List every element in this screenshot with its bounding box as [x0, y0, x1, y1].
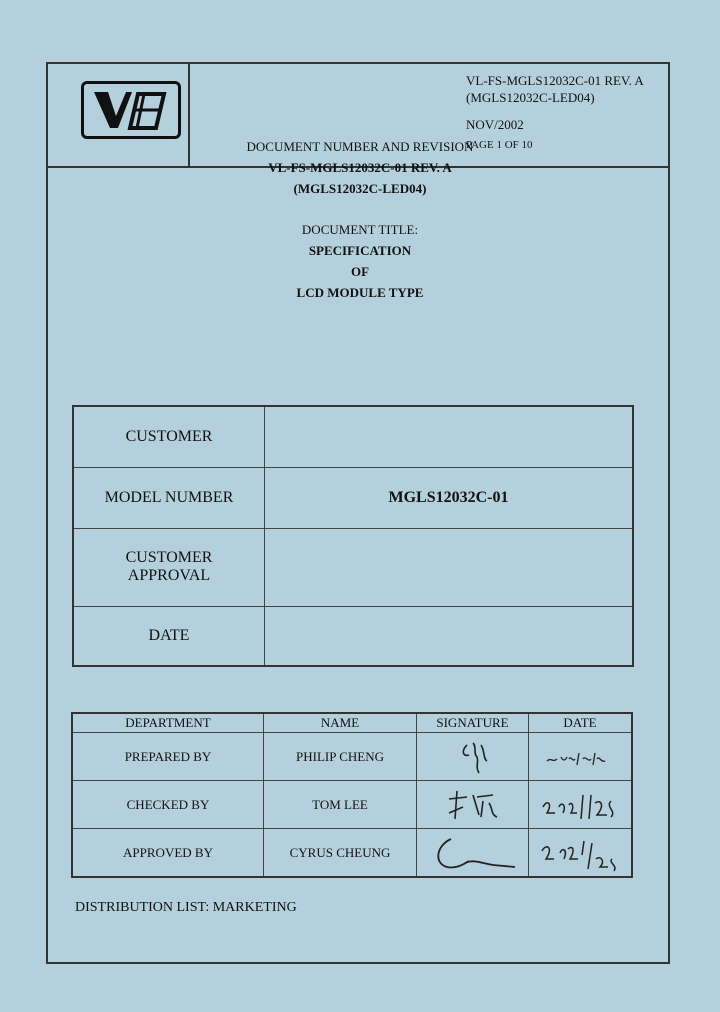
- header-page-number: PAGE 1 OF 10: [466, 139, 533, 151]
- prepared-by-label: PREPARED BY: [72, 733, 264, 781]
- doc-title-heading: DOCUMENT TITLE:: [301, 222, 419, 237]
- doc-title-line2: OF: [350, 264, 370, 279]
- header-date: NOV/2002: [466, 117, 524, 132]
- approved-by-signature-icon: [417, 829, 529, 878]
- date-label: DATE: [73, 606, 265, 666]
- vl-logo-icon: [81, 81, 181, 139]
- table-row: [72, 733, 632, 781]
- prepared-by-name: PHILIP CHENG: [264, 733, 417, 781]
- checked-by-name: TOM LEE: [264, 781, 417, 829]
- checked-by-date-handwritten-icon: [529, 781, 633, 829]
- customer-info-table: [72, 405, 634, 667]
- table-row: [72, 781, 632, 829]
- approved-by-name: CYRUS CHEUNG: [264, 829, 417, 878]
- signature-table: [71, 712, 633, 878]
- approved-by-date-handwritten-icon: [529, 829, 633, 878]
- document-title-block: [0, 136, 720, 303]
- date-value: [265, 606, 634, 666]
- header-date: DATE: [529, 713, 633, 733]
- header-name: NAME: [264, 713, 417, 733]
- prepared-by-date-handwritten-icon: [529, 733, 633, 781]
- table-row: [73, 406, 633, 467]
- header-model-code: (MGLS12032C-LED04): [466, 90, 595, 105]
- checked-by-label: CHECKED BY: [72, 781, 264, 829]
- checked-by-signature-icon: [417, 781, 529, 829]
- customer-approval-label-line1: CUSTOMER: [125, 549, 213, 566]
- customer-approval-label-line2: APPROVAL: [127, 567, 211, 584]
- header-doc-id: VL-FS-MGLS12032C-01 REV. A: [466, 73, 644, 88]
- table-header-row: [72, 713, 632, 733]
- doc-model-code: (MGLS12032C-LED04): [293, 181, 427, 196]
- doc-title-line3: LCD MODULE TYPE: [296, 285, 424, 300]
- approved-by-label: APPROVED BY: [72, 829, 264, 878]
- header-signature: SIGNATURE: [417, 713, 529, 733]
- table-row: [73, 528, 633, 606]
- header-department: DEPARTMENT: [72, 713, 264, 733]
- customer-approval-value: [265, 528, 634, 606]
- doc-number: VL-FS-MGLS12032C-01 REV. A: [268, 160, 452, 175]
- distribution-list: DISTRIBUTION LIST: MARKETING: [75, 900, 297, 915]
- model-number-value: MGLS12032C-01: [265, 467, 634, 528]
- customer-approval-label: [73, 528, 265, 606]
- customer-value: [265, 406, 634, 467]
- table-row: [73, 606, 633, 666]
- doc-title-line1: SPECIFICATION: [308, 243, 412, 258]
- table-row: [73, 467, 633, 528]
- doc-number-heading: DOCUMENT NUMBER AND REVISION: [246, 139, 474, 154]
- table-row: [72, 829, 632, 878]
- customer-label: CUSTOMER: [73, 406, 265, 467]
- model-number-label: MODEL NUMBER: [73, 467, 265, 528]
- prepared-by-signature-icon: [417, 733, 529, 781]
